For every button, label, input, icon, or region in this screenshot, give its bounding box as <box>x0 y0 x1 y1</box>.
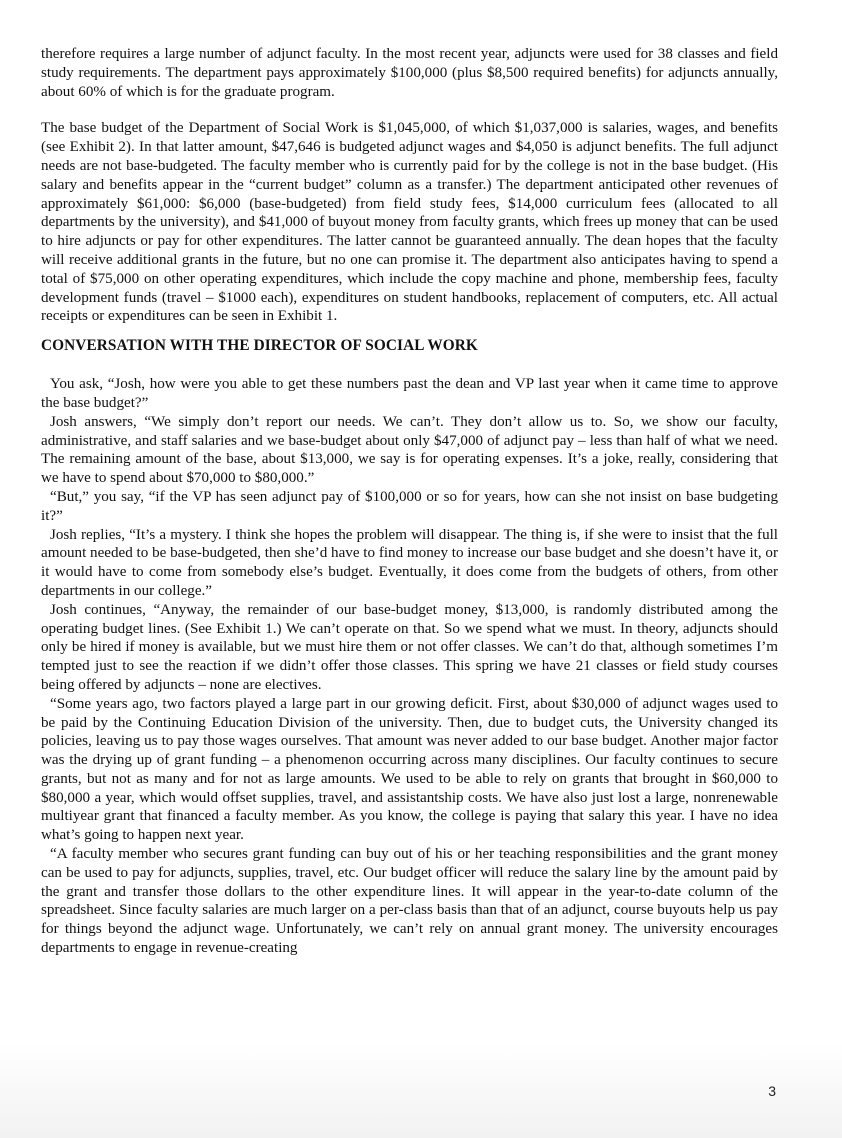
section-heading: CONVERSATION WITH THE DIRECTOR OF SOCIAL WORK <box>41 337 478 355</box>
conversation-paragraph: Josh answers, “We simply don’t report our needs. We can’t. They don’t allow us to. So, we show our faculty, administrative, and staff salaries and we base-budget about only $47,000 of adjunct pay – less than half of what we need. The remaining amount of the base, about $13,000, we say is for operating expenses. It’s a joke, really, considering that we have to spend about $70,000 to $80,000.” <box>41 413 778 487</box>
conversation-paragraph: You ask, “Josh, how were you able to get these numbers past the dean and VP last year when it came time to approve the base budget?” <box>41 376 778 411</box>
page-footer-shadow <box>0 1043 842 1138</box>
page-number: 3 <box>768 1083 776 1099</box>
conversation-paragraph: Josh replies, “It’s a mystery. I think she hopes the problem will disappear. The thing is, if she were to insist that the full amount needed to be base-budgeted, then she’d have to find money to increase our base budget and she doesn’t have it, or it would have to come from somebody else’s budget. Eventually, it does come from the budgets of others, from other departments in our college.” <box>41 526 778 599</box>
conversation-paragraph: “Some years ago, two factors played a large part in our growing deficit. First, about $30,000 of adjunct wages used to be paid by the Continuing Education Division of the university. Then, due to budget cuts, the University changed its policies, leaving us to pay those wages ourselves. That amount was never added to our base budget. Another major factor was the drying up of grant funding – a phenomenon occurring across many disciplines. Our faculty continues to secure grants, but not as many and for not as large amounts. We used to be able to rely on grants that brought in $60,000 to $80,000 a year, which would offset supplies, travel, and assistantship costs. We have also just lost a large, nonrenewable multiyear grant that financed a faculty member. As you know, the college is paying that salary this year. I have no idea what’s going to happen next year. <box>41 695 778 844</box>
paragraph-base-budget: The base budget of the Department of Social Work is $1,045,000, of which $1,037,000 is salaries, wages, and benefits (see Exhibit 2). In that latter amount, $47,646 is budgeted adjunct wages and $4,050 is adjunct benefits. The full adjunct needs are not base-budgeted. The faculty member who is currently paid for by the college is not in the base budget. (His salary and benefits appear in the “current budget” column as a transfer.) The department anticipated other revenues of approximately $61,000: $6,000 (base-budgeted) from field study fees, $14,000 curriculum fees (allocated to all departments by the university), and $41,000 of buyout money from faculty grants, which frees up money that can be used to hire adjuncts or pay for other expenditures. The latter cannot be guaranteed annually. The dean hopes that the faculty will receive additional grants in the future, but no one can promise it. The department also anticipates having to spend a total of $75,000 on other operating expenditures, which include the copy machine and phone, membership fees, faculty development funds (travel – $1000 each), expenditures on student handbooks, replacement of computers, etc. All actual receipts or expenditures can be seen in Exhibit 1. <box>41 120 778 325</box>
page-body <box>41 45 778 958</box>
conversation-paragraph: “But,” you say, “if the VP has seen adjunct pay of $100,000 or so for years, how can she not insist on base budgeting it?” <box>41 488 778 524</box>
conversation-paragraph: Josh continues, “Anyway, the remainder of our base-budget money, $13,000, is randomly distributed among the operating budget lines. (See Exhibit 1.) We can’t operate on that. So we spend what we must. In theory, adjuncts should only be hired if money is available, but we must hire them or not offer classes. We can’t do that, although sometimes I’m tempted just to see the reaction if we didn’t offer those classes. This spring we have 21 classes or field study courses being offered by adjuncts – none are electives. <box>41 601 778 693</box>
paragraph-adjunct-overview: therefore requires a large number of adjunct faculty. In the most recent year, adjuncts were used for 38 classes and field study requirements. The department pays approximately $100,000 (plus $8,500 required benefits) for adjuncts annually, about 60% of which is for the graduate program. <box>41 46 778 100</box>
conversation-paragraph: “A faculty member who secures grant funding can buy out of his or her teaching responsibilities and the grant money can be used to pay for adjuncts, supplies, travel, etc. Our budget officer will reduce the salary line by the amount paid by the grant and transfer those dollars to the other expenditure lines. It will appear in the year-to-date column of the spreadsheet. Since faculty salaries are much larger on a per-class basis than that of an adjunct, course buyouts help us pay for things beyond the adjunct wage. Unfortunately, we can’t rely on annual grant money. The university encourages departments to engage in revenue-creating <box>41 846 778 957</box>
